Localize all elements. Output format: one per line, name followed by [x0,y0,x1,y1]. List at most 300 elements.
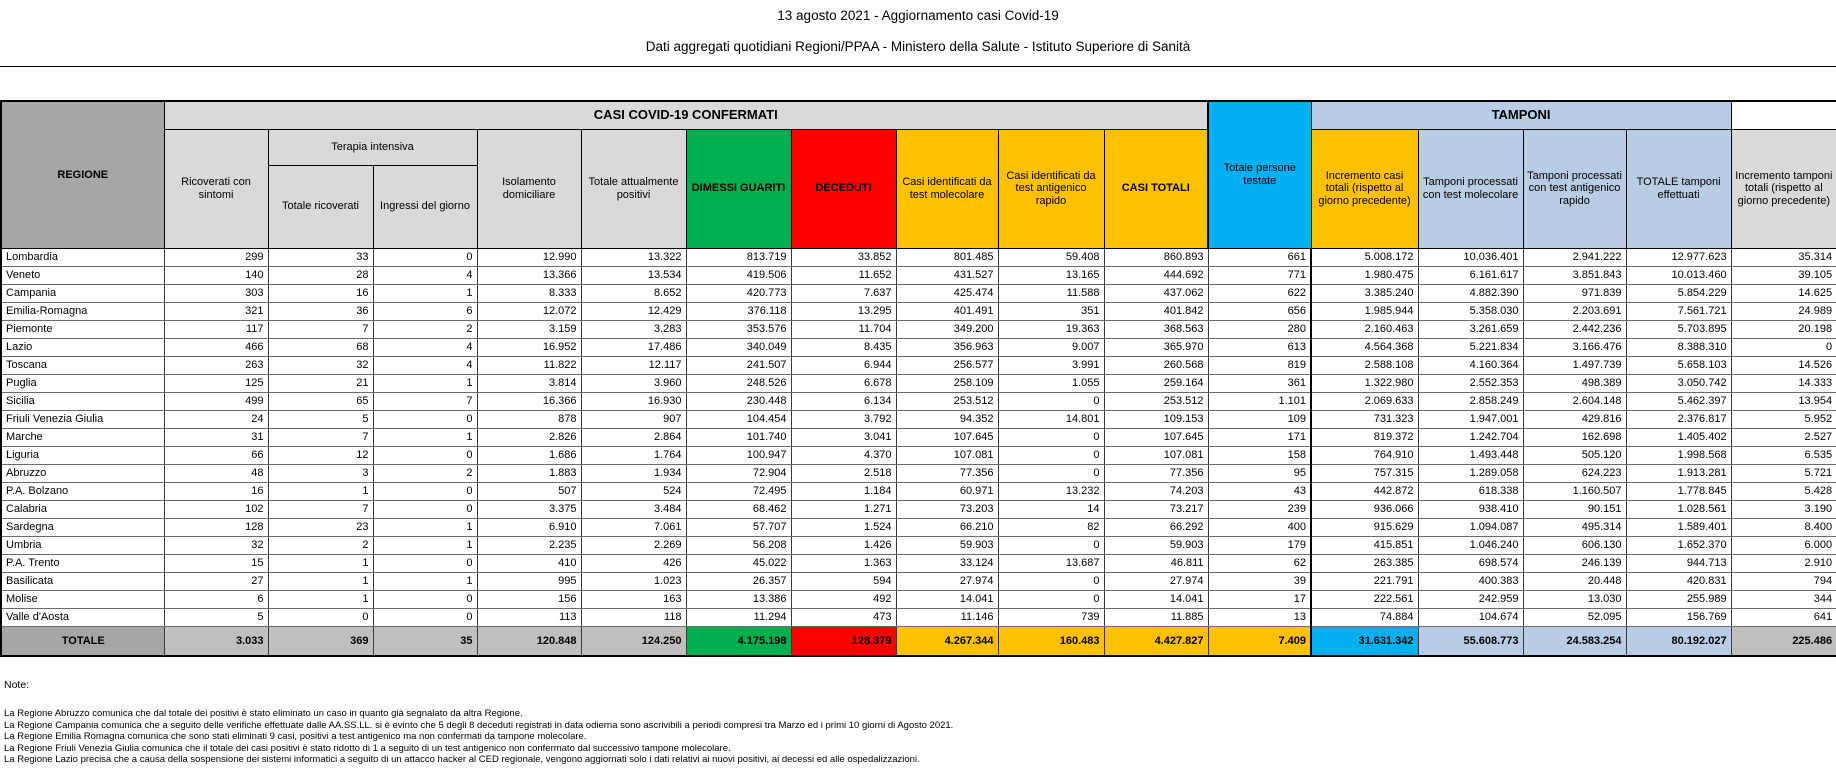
value-cell: 109.153 [1104,410,1208,428]
value-cell: 401.842 [1104,302,1208,320]
value-cell: 1.686 [477,446,581,464]
value-cell: 7.061 [581,518,686,536]
table-row [1,338,1836,356]
table-row [1,410,1836,428]
table-row [1,284,1836,302]
value-cell: 14.041 [896,590,998,608]
col-header-ricoverati-con-sintomi: Ricoverati con sintomi [164,129,268,248]
region-name: Toscana [1,356,164,374]
value-cell: 1 [268,554,373,572]
value-cell: 9.007 [998,338,1104,356]
value-cell: 425.474 [896,284,998,302]
note-emilia-romagna: La Regione Emilia Romagna comunica che sono stati eliminati 9 casi, positivi a test antigenico ma non confermati da tampone molecolare. [4,731,587,743]
value-cell: 1 [373,428,477,446]
value-cell: 0 [373,482,477,500]
value-cell: 4.160.364 [1418,356,1523,374]
value-cell: 3.375 [477,500,581,518]
col-header-persone-testate: Totale persone testate [1208,101,1311,248]
value-cell: 74.203 [1104,482,1208,500]
value-cell: 0 [373,500,477,518]
value-cell: 349.200 [896,320,998,338]
value-cell: 26.357 [686,572,791,590]
value-cell: 376.118 [686,302,791,320]
value-cell: 11.822 [477,356,581,374]
value-cell: 3.033 [164,626,268,656]
value-cell: 94.352 [896,410,998,428]
value-cell: 35.314 [1731,248,1836,266]
value-cell: 3.792 [791,410,896,428]
value-cell: 52.095 [1523,608,1626,626]
value-cell: 11.588 [998,284,1104,302]
value-cell: 36 [268,302,373,320]
value-cell: 19.363 [998,320,1104,338]
notes-section [4,679,953,766]
value-cell: 8.388.310 [1626,338,1731,356]
value-cell: 0 [998,464,1104,482]
value-cell: 420.773 [686,284,791,302]
value-cell: 8.400 [1731,518,1836,536]
value-cell: 641 [1731,608,1836,626]
value-cell: 1.947.001 [1418,410,1523,428]
value-cell: 1.184 [791,482,896,500]
value-cell: 656 [1208,302,1311,320]
report-header [0,0,1836,67]
value-cell: 613 [1208,338,1311,356]
value-cell: 860.893 [1104,248,1208,266]
value-cell: 7.409 [1208,626,1311,656]
value-cell: 1.028.561 [1626,500,1731,518]
value-cell: 82 [998,518,1104,536]
value-cell: 16.930 [581,392,686,410]
value-cell: 2.826 [477,428,581,446]
report-title: 13 agosto 2021 - Aggiornamento casi Covid-19 [777,8,1059,23]
table-row [1,266,1836,284]
value-cell: 27.974 [896,572,998,590]
value-cell: 1.764 [581,446,686,464]
value-cell: 1.524 [791,518,896,536]
value-cell: 62 [1208,554,1311,572]
value-cell: 31 [164,428,268,446]
value-cell: 13.386 [686,590,791,608]
value-cell: 56.208 [686,536,791,554]
table-row [1,482,1836,500]
value-cell: 7.561.721 [1626,302,1731,320]
value-cell: 1 [268,482,373,500]
table-row [1,392,1836,410]
value-cell: 14.801 [998,410,1104,428]
value-cell: 938.410 [1418,500,1523,518]
value-cell: 255.989 [1626,590,1731,608]
value-cell: 13.165 [998,266,1104,284]
value-cell: 1.055 [998,374,1104,392]
value-cell: 27 [164,572,268,590]
total-row [1,626,1836,656]
value-cell: 498.389 [1523,374,1626,392]
value-cell: 2.864 [581,428,686,446]
value-cell: 3.190 [1731,500,1836,518]
value-cell: 280 [1208,320,1311,338]
table-row [1,572,1836,590]
value-cell: 20.198 [1731,320,1836,338]
value-cell: 1.160.507 [1523,482,1626,500]
value-cell: 13.954 [1731,392,1836,410]
value-cell: 90.151 [1523,500,1626,518]
value-cell: 33.124 [896,554,998,572]
value-cell: 12 [268,446,373,464]
value-cell: 263.385 [1311,554,1418,572]
region-name: Piemonte [1,320,164,338]
group-header-terapia-intensiva: Terapia intensiva [268,129,477,165]
value-cell: 2 [373,464,477,482]
col-header-tamponi-molecolare: Tamponi processati con test molecolare [1418,129,1523,248]
value-cell: 594 [791,572,896,590]
value-cell: 16 [164,482,268,500]
region-name: Molise [1,590,164,608]
value-cell: 819 [1208,356,1311,374]
value-cell: 492 [791,590,896,608]
value-cell: 66.292 [1104,518,1208,536]
value-cell: 2.518 [791,464,896,482]
value-cell: 259.164 [1104,374,1208,392]
value-cell: 801.485 [896,248,998,266]
value-cell: 3.261.659 [1418,320,1523,338]
value-cell: 118 [581,608,686,626]
value-cell: 1 [268,572,373,590]
value-cell: 4.427.827 [1104,626,1208,656]
value-cell: 39 [1208,572,1311,590]
region-name: Campania [1,284,164,302]
value-cell: 1.913.281 [1626,464,1731,482]
value-cell: 1.289.058 [1418,464,1523,482]
value-cell: 1 [373,536,477,554]
table-row [1,590,1836,608]
table-row [1,554,1836,572]
value-cell: 661 [1208,248,1311,266]
value-cell: 2 [373,320,477,338]
value-cell: 1.363 [791,554,896,572]
value-cell: 2.203.691 [1523,302,1626,320]
value-cell: 5.854.229 [1626,284,1731,302]
value-cell: 419.506 [686,266,791,284]
value-cell: 5 [164,608,268,626]
value-cell: 3.041 [791,428,896,446]
value-cell: 1.778.845 [1626,482,1731,500]
value-cell: 14.526 [1731,356,1836,374]
value-cell: 351 [998,302,1104,320]
region-name: Marche [1,428,164,446]
total-row-label: TOTALE [1,626,164,656]
table-row [1,356,1836,374]
value-cell: 11.704 [791,320,896,338]
value-cell: 156.769 [1626,608,1731,626]
value-cell: 0 [373,446,477,464]
value-cell: 160.483 [998,626,1104,656]
value-cell: 1.497.739 [1523,356,1626,374]
value-cell: 33.852 [791,248,896,266]
value-cell: 35 [373,626,477,656]
value-cell: 4 [373,338,477,356]
value-cell: 16.366 [477,392,581,410]
value-cell: 3.159 [477,320,581,338]
value-cell: 120.848 [477,626,581,656]
value-cell: 107.081 [1104,446,1208,464]
region-name: Emilia-Romagna [1,302,164,320]
value-cell: 43 [1208,482,1311,500]
value-cell: 944.713 [1626,554,1731,572]
value-cell: 24 [164,410,268,428]
value-cell: 6.678 [791,374,896,392]
value-cell: 107.645 [1104,428,1208,446]
col-header-isolamento-domiciliare: Isolamento domiciliare [477,129,581,248]
note-abruzzo: La Regione Abruzzo comunica che dal totale dei positivi è stato eliminato un caso in quanto già segnalato da altra Regione. [4,708,523,719]
value-cell: 524 [581,482,686,500]
value-cell: 299 [164,248,268,266]
value-cell: 68 [268,338,373,356]
value-cell: 156 [477,590,581,608]
value-cell: 12.990 [477,248,581,266]
value-cell: 618.338 [1418,482,1523,500]
value-cell: 162.698 [1523,428,1626,446]
value-cell: 368.563 [1104,320,1208,338]
value-cell: 936.066 [1311,500,1418,518]
value-cell: 1.101 [1208,392,1311,410]
value-cell: 14.041 [1104,590,1208,608]
value-cell: 2.604.148 [1523,392,1626,410]
value-cell: 60.971 [896,482,998,500]
note-friuli-venezia-giulia: La Regione Friuli Venezia Giulia comunica che il totale dei casi positivi è stato ridotto di 1 a seguito di un test antigenico non confermato dal successivo tampone molecolare. [4,742,731,754]
value-cell: 39.105 [1731,266,1836,284]
value-cell: 813.719 [686,248,791,266]
value-cell: 107.081 [896,446,998,464]
value-cell: 128 [164,518,268,536]
col-header-deceduti: DECEDUTI [791,129,896,248]
value-cell: 3.385.240 [1311,284,1418,302]
value-cell: 7 [268,320,373,338]
value-cell: 16 [268,284,373,302]
value-cell: 794 [1731,572,1836,590]
value-cell: 11.146 [896,608,998,626]
value-cell: 4.267.344 [896,626,998,656]
value-cell: 4 [373,266,477,284]
value-cell: 915.629 [1311,518,1418,536]
group-header-casi-confermati: CASI COVID-19 CONFERMATI [164,101,1208,129]
value-cell: 444.692 [1104,266,1208,284]
value-cell: 3.991 [998,356,1104,374]
value-cell: 344 [1731,590,1836,608]
value-cell: 4.564.368 [1311,338,1418,356]
value-cell: 66.210 [896,518,998,536]
value-cell: 104.674 [1418,608,1523,626]
value-cell: 6.161.617 [1418,266,1523,284]
value-cell: 624.223 [1523,464,1626,482]
value-cell: 437.062 [1104,284,1208,302]
value-cell: 757.315 [1311,464,1418,482]
table-row [1,518,1836,536]
value-cell: 5.658.103 [1626,356,1731,374]
value-cell: 10.013.460 [1626,266,1731,284]
value-cell: 239 [1208,500,1311,518]
value-cell: 57.707 [686,518,791,536]
value-cell: 48 [164,464,268,482]
value-cell: 117 [164,320,268,338]
value-cell: 253.512 [896,392,998,410]
value-cell: 27.974 [1104,572,1208,590]
value-cell: 230.448 [686,392,791,410]
region-name: Calabria [1,500,164,518]
notes-label: Note: [4,679,30,691]
value-cell: 6.910 [477,518,581,536]
value-cell: 739 [998,608,1104,626]
value-cell: 6.944 [791,356,896,374]
value-cell: 1.985.944 [1311,302,1418,320]
value-cell: 5.008.172 [1311,248,1418,266]
value-cell: 410 [477,554,581,572]
value-cell: 221.791 [1311,572,1418,590]
value-cell: 0 [998,572,1104,590]
value-cell: 59.903 [896,536,998,554]
table-row [1,248,1836,266]
value-cell: 104.454 [686,410,791,428]
value-cell: 140 [164,266,268,284]
value-cell: 171 [1208,428,1311,446]
value-cell: 878 [477,410,581,428]
table-row [1,302,1836,320]
value-cell: 1.980.475 [1311,266,1418,284]
value-cell: 361 [1208,374,1311,392]
value-cell: 32 [164,536,268,554]
value-cell: 5.428 [1731,482,1836,500]
region-name: Abruzzo [1,464,164,482]
value-cell: 13.322 [581,248,686,266]
value-cell: 246.139 [1523,554,1626,572]
group-header-tamponi: TAMPONI [1311,101,1731,129]
value-cell: 1.589.401 [1626,518,1731,536]
region-name: Puglia [1,374,164,392]
value-cell: 20.448 [1523,572,1626,590]
value-cell: 222.561 [1311,590,1418,608]
value-cell: 13.687 [998,554,1104,572]
value-cell: 77.356 [1104,464,1208,482]
value-cell: 33 [268,248,373,266]
value-cell: 1 [373,284,477,302]
value-cell: 14 [998,500,1104,518]
value-cell: 420.831 [1626,572,1731,590]
value-cell: 95 [1208,464,1311,482]
value-cell: 1.242.704 [1418,428,1523,446]
value-cell: 2.235 [477,536,581,554]
value-cell: 415.851 [1311,536,1418,554]
value-cell: 6.134 [791,392,896,410]
value-cell: 263 [164,356,268,374]
value-cell: 59.903 [1104,536,1208,554]
value-cell: 5.221.834 [1418,338,1523,356]
col-header-dimessi-guariti: DIMESSI GUARITI [686,129,791,248]
value-cell: 731.323 [1311,410,1418,428]
region-name: Liguria [1,446,164,464]
value-cell: 13.366 [477,266,581,284]
region-name: Valle d'Aosta [1,608,164,626]
value-cell: 128.379 [791,626,896,656]
value-cell: 2.442.236 [1523,320,1626,338]
value-cell: 163 [581,590,686,608]
value-cell: 100.947 [686,446,791,464]
value-cell: 365.970 [1104,338,1208,356]
value-cell: 11.885 [1104,608,1208,626]
value-cell: 995 [477,572,581,590]
value-cell: 15 [164,554,268,572]
value-cell: 907 [581,410,686,428]
value-cell: 45.022 [686,554,791,572]
value-cell: 303 [164,284,268,302]
value-cell: 2.069.633 [1311,392,1418,410]
value-cell: 0 [998,446,1104,464]
value-cell: 6 [373,302,477,320]
value-cell: 109 [1208,410,1311,428]
value-cell: 72.904 [686,464,791,482]
value-cell: 28 [268,266,373,284]
value-cell: 2.269 [581,536,686,554]
col-header-incremento-casi: Incremento casi totali (rispetto al giorno precedente) [1311,129,1418,248]
value-cell: 225.486 [1731,626,1836,656]
value-cell: 1.094.087 [1418,518,1523,536]
value-cell: 1.405.402 [1626,428,1731,446]
value-cell: 340.049 [686,338,791,356]
value-cell: 2.160.463 [1311,320,1418,338]
value-cell: 10.036.401 [1418,248,1523,266]
value-cell: 179 [1208,536,1311,554]
value-cell: 72.495 [686,482,791,500]
value-cell: 12.072 [477,302,581,320]
value-cell: 6.000 [1731,536,1836,554]
value-cell: 1.998.568 [1626,446,1731,464]
value-cell: 3.851.843 [1523,266,1626,284]
col-header-casi-test-molecolare: Casi identificati da test molecolare [896,129,998,248]
value-cell: 242.959 [1418,590,1523,608]
value-cell: 2.941.222 [1523,248,1626,266]
value-cell: 356.963 [896,338,998,356]
value-cell: 1.493.448 [1418,446,1523,464]
col-header-casi-totali: CASI TOTALI [1104,129,1208,248]
value-cell: 11.294 [686,608,791,626]
value-cell: 1.271 [791,500,896,518]
value-cell: 21 [268,374,373,392]
region-name: Lazio [1,338,164,356]
value-cell: 77.356 [896,464,998,482]
value-cell: 764.910 [1311,446,1418,464]
value-cell: 5.703.895 [1626,320,1731,338]
region-name: P.A. Bolzano [1,482,164,500]
value-cell: 0 [373,248,477,266]
value-cell: 46.811 [1104,554,1208,572]
value-cell: 258.109 [896,374,998,392]
table-row [1,536,1836,554]
value-cell: 2.527 [1731,428,1836,446]
value-cell: 101.740 [686,428,791,446]
value-cell: 59.408 [998,248,1104,266]
value-cell: 771 [1208,266,1311,284]
value-cell: 505.120 [1523,446,1626,464]
value-cell: 17.486 [581,338,686,356]
value-cell: 66 [164,446,268,464]
table-row [1,464,1836,482]
table-row [1,320,1836,338]
region-name: P.A. Trento [1,554,164,572]
value-cell: 0 [998,536,1104,554]
value-cell: 12.429 [581,302,686,320]
value-cell: 5.358.030 [1418,302,1523,320]
value-cell: 0 [373,590,477,608]
value-cell: 0 [1731,338,1836,356]
